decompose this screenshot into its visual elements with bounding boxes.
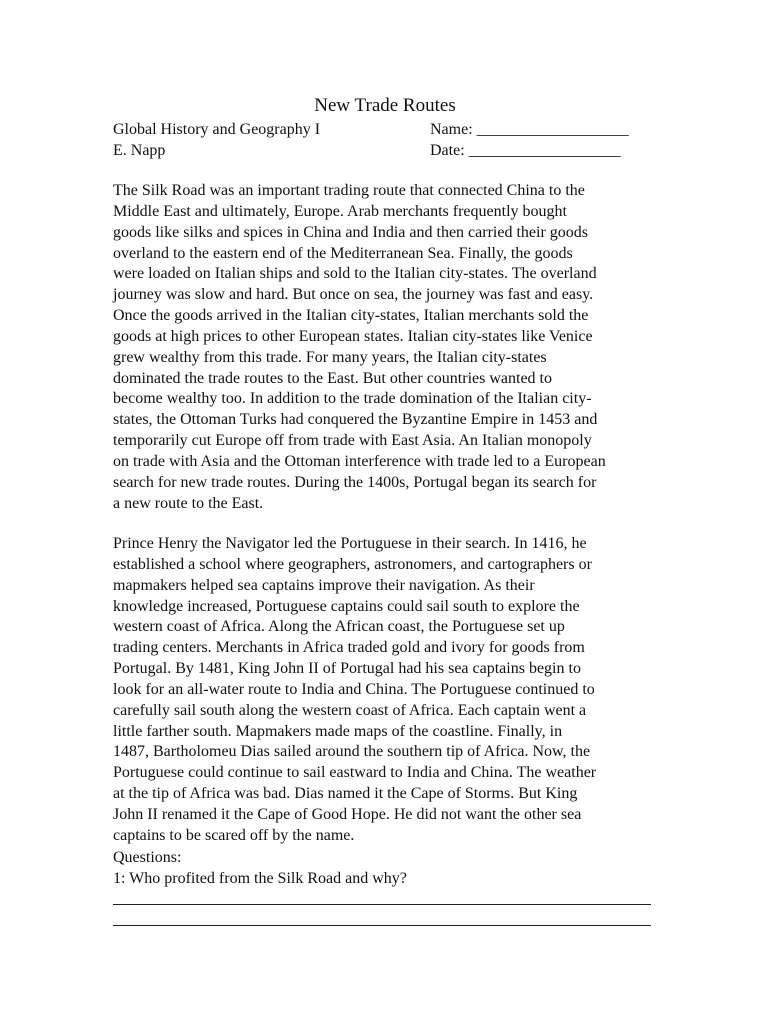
questions-heading: Questions: [113, 849, 182, 866]
question-1: 1: Who profited from the Silk Road and why? [113, 870, 407, 887]
date-field: Date: ___________________ [430, 142, 621, 159]
answer-line[interactable] [113, 904, 651, 905]
name-field: Name: ___________________ [430, 121, 629, 138]
document-title: New Trade Routes [314, 95, 456, 116]
course-name: Global History and Geography I [113, 121, 321, 138]
paragraph-prince-henry: Prince Henry the Navigator led the Portuguese in their search. In 1416, he established a school where geographers, astronomers, and cartographers or mapmakers helped sea captains improve their navigation. As their knowledge increased, Portuguese captains could sail south to explore the western coast of Africa. Along the African coast, the Portuguese set up trading centers. Merchants in Africa traded gold and ivory for goods from Portugal. By 1481, King John II of Portugal had his sea captains begin to look for an all-water route to India and China. The Portuguese continued to carefully sail south along the western coast of Africa. Each captain went a little farther south. Mapmakers made maps of the coastline. Finally, in 1487, Bartholomeu Dias sailed around the southern tip of Africa. Now, the Portuguese could continue to sail eastward to India and China. The weather at the tip of Africa was bad. Dias named it the Cape of Storms. But King John II renamed it the Cape of Good Hope. He did not want the other sea captains to be scared off by the name. [113, 535, 597, 844]
paragraph-silk-road: The Silk Road was an important trading route that connected China to the Middle East and ultimately, Europe. Arab merchants frequently bought goods like silks and spices in China and India and then carried their goods overland to the eastern end of the Mediterranean Sea. Finally, the goods were loaded on Italian ships and sold to the Italian city-states. The overland journey was slow and hard. But once on sea, the journey was fast and easy. Once the goods arrived in the Italian city-states, Italian merchants sold the goods at high prices to other European states. Italian city-states like Venice grew wealthy from this trade. For many years, the Italian city-states dominated the trade routes to the East. But other countries wanted to become wealthy too. In addition to the trade domination of the Italian city- states, the Ottoman Turks had conquered the Byzantine Empire in 1453 and temporarily cut Europe off from trade with East Asia. An Italian monopoly on trade with Asia and the Ottoman interference with trade led to a European search for new trade routes. During the 1400s, Portugal began its search for a new route to the East. [113, 182, 606, 512]
answer-line[interactable] [113, 925, 651, 926]
teacher-name: E. Napp [113, 142, 166, 159]
